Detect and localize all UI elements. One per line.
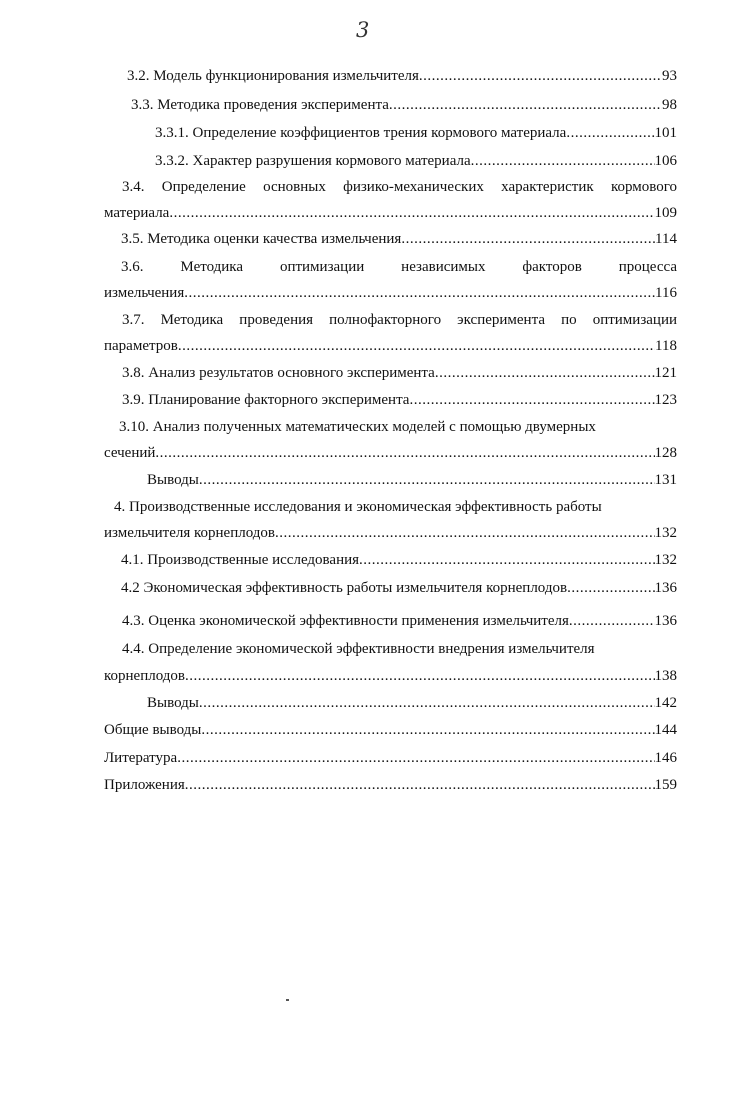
toc-entry-title: измельчителя корнеплодов <box>104 525 275 541</box>
toc-entry-4-line2 <box>104 524 677 542</box>
toc-leader-dots <box>566 124 654 142</box>
toc-leader-dots <box>567 579 654 597</box>
toc-entry-4-line1 <box>114 498 677 516</box>
toc-entry-title: 4.1. Производственные исследования <box>121 552 360 568</box>
page-number: 3 <box>356 18 370 42</box>
toc-entry-title: Общие выводы <box>104 722 202 738</box>
toc-leader-dots <box>184 284 655 302</box>
toc-entry-page: 114 <box>655 231 677 247</box>
toc-entry-3-7-line1: 3.7. Методика проведения полнофакторного эксперимента по оптимизации <box>122 312 677 328</box>
toc-entry-3-6-line1: 3.6. Методика оптимизации независимых факторов процесса <box>121 259 677 275</box>
toc-entry-page: 159 <box>654 777 677 793</box>
toc-entry-title: Выводы <box>147 695 199 711</box>
toc-leader-dots <box>389 96 662 114</box>
toc-entry-3-3 <box>131 96 677 114</box>
toc-entry-3-9 <box>122 391 677 409</box>
toc-entry-title: 3.10. Анализ полученных математических моделей с помощью двумерных <box>119 419 596 435</box>
toc-entry-page: 109 <box>654 205 677 221</box>
toc-entry-title: Выводы <box>147 472 199 488</box>
toc-entry-conclusions-4 <box>147 694 677 712</box>
toc-entry-title: 4.3. Оценка экономической эффективности применения измельчителя <box>122 613 569 629</box>
toc-leader-dots <box>409 391 654 409</box>
toc-leader-dots <box>471 152 655 170</box>
toc-entry-title: 4. Производственные исследования и экономическая эффективность работы <box>114 499 602 515</box>
toc-leader-dots <box>401 230 655 248</box>
toc-entry-page: 116 <box>655 285 677 301</box>
toc-leader-dots <box>201 721 654 739</box>
toc-entry-title: Литература <box>104 750 178 766</box>
toc-leader-dots <box>419 67 662 85</box>
toc-entry-appendices <box>104 776 677 794</box>
toc-entry-page: 121 <box>654 365 677 381</box>
scan-speck <box>286 999 289 1001</box>
toc-entry-3-10-line1 <box>119 418 674 436</box>
toc-entry-3-6-line2 <box>104 284 677 302</box>
toc-entry-conclusions-3 <box>147 471 677 489</box>
toc-entry-page: 146 <box>654 750 677 766</box>
toc-entry-page: 131 <box>654 472 677 488</box>
toc-leader-dots <box>169 204 654 222</box>
toc-entry-title: корнеплодов <box>104 668 186 684</box>
toc-entry-title: 4.2 Экономическая эффективность работы измельчителя корнеплодов <box>121 580 568 596</box>
toc-entry-page: 128 <box>654 445 677 461</box>
toc-entry-3-3-1 <box>155 124 677 142</box>
toc-entry-page: 136 <box>654 580 677 596</box>
toc-entry-title: 3.2. Модель функционирования измельчителя <box>127 68 419 84</box>
toc-leader-dots <box>155 444 654 462</box>
toc-entry-title: 3.3. Методика проведения эксперимента <box>131 97 389 113</box>
toc-entry-page: 93 <box>662 68 677 84</box>
toc-entry-page: 98 <box>662 97 677 113</box>
toc-entry-4-4-line1 <box>122 640 677 658</box>
toc-entry-page: 118 <box>655 338 677 354</box>
toc-entry-3-2 <box>127 67 677 85</box>
toc-leader-dots <box>359 551 654 569</box>
toc-entry-title: материала <box>104 205 170 221</box>
toc-entry-page: 136 <box>654 613 677 629</box>
toc-entry-3-10-line2 <box>104 444 677 462</box>
toc-entry-general-conclusions <box>104 721 677 739</box>
toc-entry-3-3-2 <box>155 152 677 170</box>
toc-entry-page: 142 <box>654 695 677 711</box>
toc-leader-dots <box>435 364 655 382</box>
toc-entry-page: 132 <box>654 525 677 541</box>
toc-entry-title: измельчения <box>104 285 185 301</box>
toc-leader-dots <box>199 471 655 489</box>
toc-entry-title: 3.3.1. Определение коэффициентов трения кормового материала <box>155 125 567 141</box>
toc-entry-page: 101 <box>654 125 677 141</box>
toc-entry-3-8 <box>122 364 677 382</box>
toc-entry-4-1 <box>121 551 677 569</box>
toc-entry-3-4-line1: 3.4. Определение основных физико-механических характеристик кормового <box>122 179 677 195</box>
toc-entry-3-4-line2 <box>104 204 677 222</box>
toc-leader-dots <box>275 524 655 542</box>
toc-entry-title: Приложения <box>104 777 185 793</box>
toc-entry-title: 3.8. Анализ результатов основного эксперимента <box>122 365 435 381</box>
toc-entry-title: 3.9. Планирование факторного эксперимента <box>122 392 410 408</box>
toc-entry-page: 132 <box>654 552 677 568</box>
toc-entry-page: 144 <box>654 722 677 738</box>
toc-entry-4-3 <box>122 612 677 630</box>
toc-entry-title: 4.4. Определение экономической эффективности внедрения измельчителя <box>122 641 595 657</box>
toc-leader-dots <box>199 694 655 712</box>
toc-entry-3-7-line2 <box>104 337 677 355</box>
toc-entry-literature <box>104 749 677 767</box>
toc-entry-page: 138 <box>654 668 677 684</box>
toc-leader-dots <box>569 612 655 630</box>
toc-entry-3-5 <box>121 230 677 248</box>
toc-entry-page: 106 <box>654 153 677 169</box>
toc-entry-page: 123 <box>654 392 677 408</box>
toc-entry-title: 3.3.2. Характер разрушения кормового материала <box>155 153 471 169</box>
toc-entry-title: параметров <box>104 338 178 354</box>
toc-entry-4-2 <box>121 579 677 597</box>
toc-leader-dots <box>178 337 655 355</box>
toc-entry-4-4-line2 <box>104 667 677 685</box>
toc-leader-dots <box>185 776 655 794</box>
toc-entry-title: 3.5. Методика оценки качества измельчения <box>121 231 402 247</box>
toc-entry-title: сечений <box>104 445 156 461</box>
toc-leader-dots <box>185 667 654 685</box>
toc-leader-dots <box>177 749 654 767</box>
